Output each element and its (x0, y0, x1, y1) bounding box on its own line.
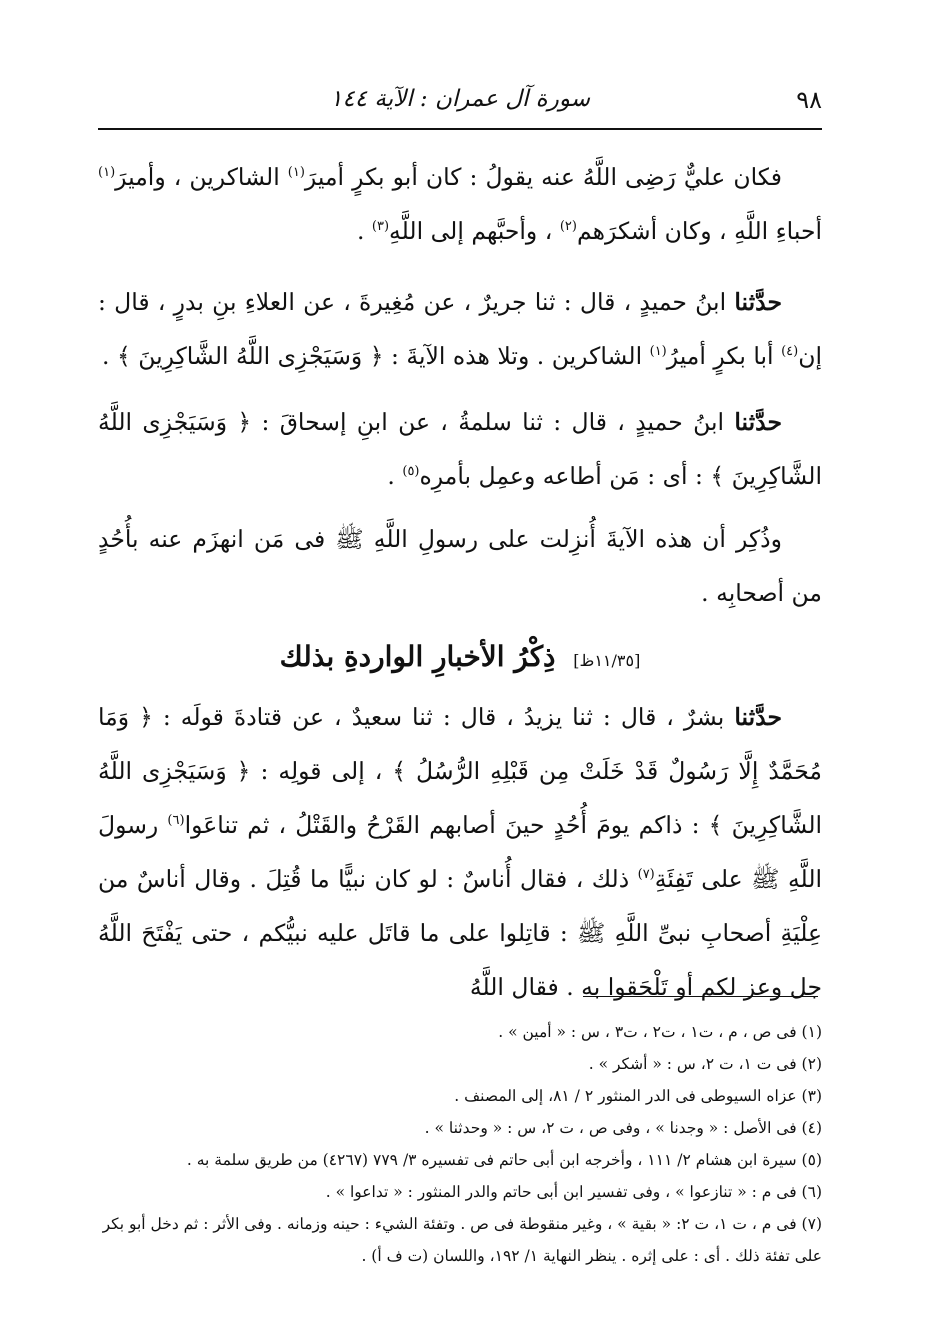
running-title: سورة آل عمران : الآية ١٤٤ (329, 86, 590, 112)
paragraph-4 (98, 512, 822, 620)
text: ، وأحبَّهم إلى اللَّهِ (389, 217, 560, 245)
text: رسولَ اللَّهِ ﷺ على تَفِئَةِ (98, 811, 823, 893)
footnotes (98, 1016, 822, 1272)
text: ابنُ حميدٍ ، قال : ثنا سلمةُ ، عن ابنِ إسحاقَ : (251, 408, 735, 436)
footnote-ref[interactable]: (٦) (167, 813, 185, 829)
text: ذلك ، فقال أُناسٌ : لو كان نبيًّا ما قُتِلَ . وقال أناسٌ من عِلْيَةِ أصحابِ نبىِّ اللَّهِ ﷺ : قاتِلوا على ما قاتَل عليه نبيُّكم ، حتى يَفْتَحَ اللَّهُ جل وعز لكم أو تَلْحَقوا به . فقال اللَّهُ (98, 865, 822, 1001)
text: : أى : مَن أطاعه وعمِل بأمرِه (419, 462, 711, 490)
section-title: ذِكْرُ الأخبارِ الواردةِ بذلك (279, 640, 556, 673)
paragraph-3 (98, 395, 822, 503)
footnote-ref[interactable]: (٧) (637, 867, 655, 883)
paragraph-5 (98, 690, 822, 1014)
text: . (102, 342, 117, 370)
paragraph-1 (98, 150, 822, 258)
footnote-rule (583, 996, 818, 997)
manuscript-ref: [١١/٣٥ظ] (573, 651, 641, 670)
text: أبا بكرٍ أميرُ (666, 342, 782, 370)
page-header (98, 80, 822, 120)
text: ابنُ حميدٍ ، قال : ثنا جريرٌ ، عن مُغِيرةَ ، عن العلاءِ بنِ بدرٍ ، قال : إن (98, 288, 822, 370)
quran-quote: ﴿ وَسَيَجْزِى اللَّهُ الشَّاكِرِينَ ﴾ (116, 342, 384, 370)
footnote: (٢) فى ت ١، ت ٢، س : « أشكر » . (588, 1055, 822, 1073)
footnote: (٥) سيرة ابن هشام ٢/ ١١١ ، وأخرجه ابن أبى حاتم فى تفسيره ٣/ ٧٧٩ (٤٢٦٧) من طريق سلمة به . (186, 1151, 822, 1169)
quran-quote: ﴿ وَسَيَجْزِى اللَّهُ الشَّاكِرِينَ ﴾ (98, 408, 822, 490)
section-heading (98, 640, 822, 673)
footnote-ref[interactable]: (٥) (402, 464, 420, 480)
footnote-ref[interactable]: (٤) (781, 344, 799, 360)
footnote-ref[interactable]: (١) (287, 165, 305, 181)
text: الشاكرين . وتلا هذه الآيةَ : (383, 342, 650, 370)
footnote: (٧) فى م ، ت ١، ت ٢: « بقية » ، وغير منقوطة فى ص . وتفئة الشيء : حينه وزمانه . وفى الأثر : ثم دخل أبو بكر على تفئة ذلك . أى : على إثره . ينظر النهاية ١/ ١٩٢، واللسان (ت ف أ) . (102, 1215, 822, 1265)
header-rule (98, 128, 822, 130)
page-number: ٩٨ (796, 86, 822, 114)
text: أحباءِ اللَّهِ ، وكان أشكرَهم (576, 217, 822, 245)
text: بشرٌ ، قال : ثنا يزيدُ ، قال : ثنا سعيدٌ ، عن قتادةَ قولَه : (152, 703, 735, 731)
footnote: (٦) فى م : « تنازعوا » ، وفى تفسير ابن أبى حاتم والدر المنثور : « تداعوا » . (325, 1183, 822, 1201)
quran-quote: ﴿ وَمَا مُحَمَّدٌ إِلَّا رَسُولٌ قَدْ خَلَتْ مِن قَبْلِهِ الرُّسُلُ ﴾ (98, 703, 823, 785)
isnad-lead: حدَّثنا (734, 703, 782, 731)
text: فكان عليٌّ رَضِى اللَّهُ عنه يقولُ : كان أبو بكرٍ أميرَ (304, 163, 782, 191)
isnad-lead: حدَّثنا (734, 408, 782, 436)
footnote: (١) فى ص ، م ، ت١ ، ت٢ ، ت٣ ، س : « أمين » . (498, 1023, 822, 1041)
text: الشاكرين ، وأميرَ (115, 163, 288, 191)
text: : ذاكم يومَ أُحُدٍ حينَ أصابهم القَرْحُ والقَتْلُ ، ثم تناعَوا (184, 811, 709, 839)
text: وذُكِر أن هذه الآيةَ أُنزِلت على رسولِ اللَّهِ ﷺ فى مَن انهزَم عنه بأُحُدٍ من أصحابِه . (98, 525, 822, 607)
text: . (387, 462, 403, 490)
footnote: (٤) فى الأصل : « وجدنا » ، وفى ص ، ت ٢، س : « وحدثنا » . (424, 1119, 822, 1137)
footnote-ref[interactable]: (٣) (371, 219, 390, 235)
quran-quote: ﴿ وَسَيَجْزِى اللَّهُ الشَّاكِرِينَ ﴾ (98, 757, 823, 839)
footnote: (٣) عزاه السيوطى فى الدر المنثور ٢ / ٨١، إلى المصنف . (454, 1087, 822, 1105)
isnad-lead: حدَّثنا (734, 288, 782, 316)
footnote-ref[interactable]: (١) (649, 344, 667, 360)
text: . (356, 217, 372, 245)
text: ، إلى قولِه : (250, 757, 393, 785)
paragraph-2 (98, 275, 822, 383)
footnote-ref[interactable]: (١) (98, 165, 116, 181)
footnote-ref[interactable]: (٢) (559, 219, 577, 235)
